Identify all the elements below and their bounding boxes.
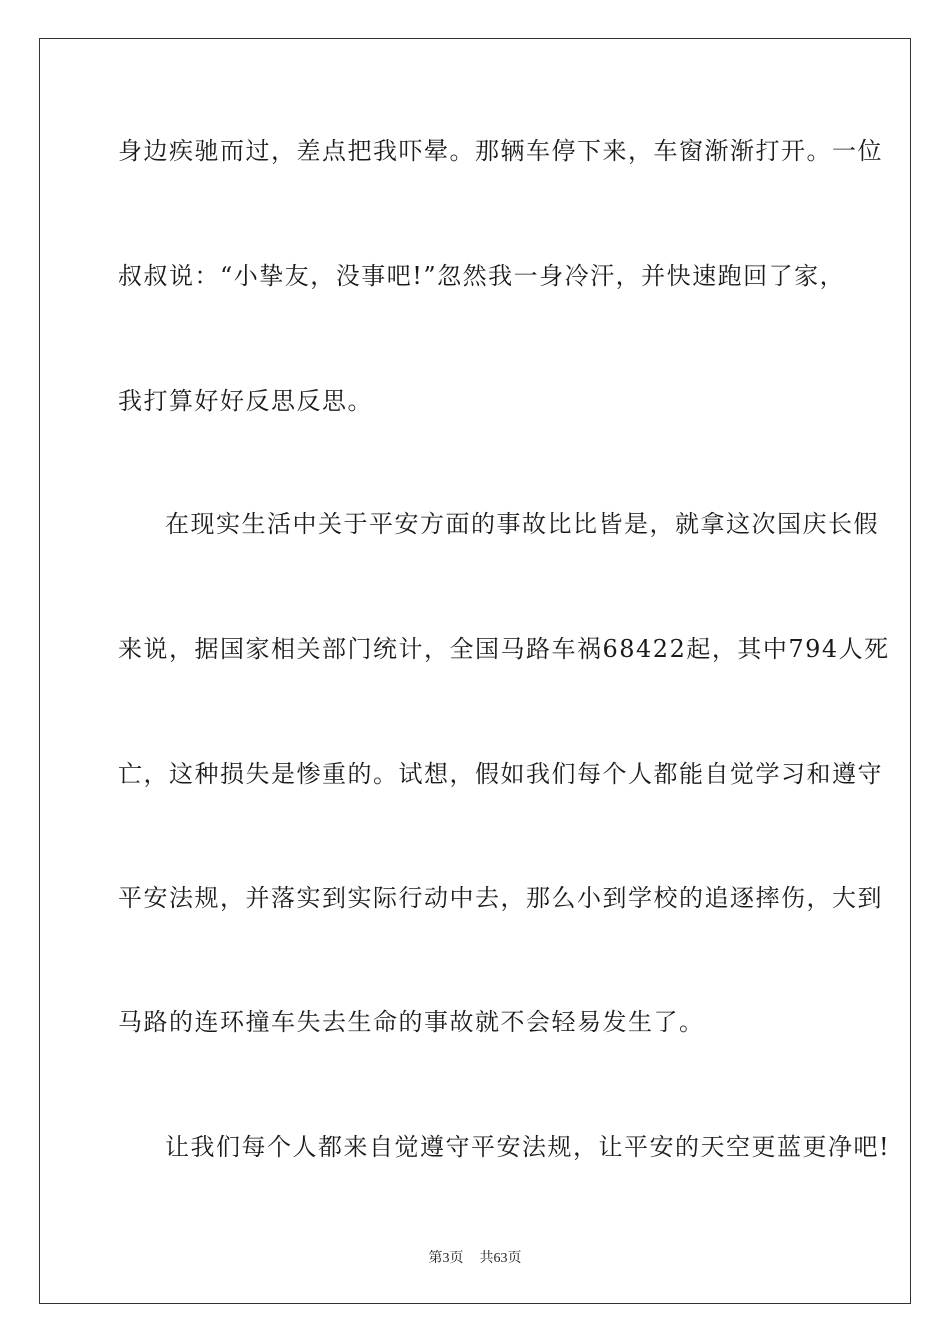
paragraph-start-line: 让我们每个人都来自觉遵守平安法规，让平安的天空更蓝更净吧! bbox=[165, 1133, 891, 1161]
body-text-line: 马路的连环撞车失去生命的事故就不会轻易发生了。 bbox=[118, 1008, 705, 1036]
body-text-line: 我打算好好反思反思。 bbox=[118, 387, 373, 415]
page-number-current: 第3页 bbox=[428, 1251, 464, 1266]
body-text-line: 叔叔说：“小挚友，没事吧!”忽然我一身冷汗，并快速跑回了家， bbox=[118, 262, 846, 290]
page-number-total: 共63页 bbox=[479, 1251, 522, 1266]
page-border bbox=[39, 38, 911, 1304]
body-text-line: 身边疾驰而过，差点把我吓晕。那辆车停下来，车窗渐渐打开。一位 bbox=[118, 137, 883, 165]
body-text-line: 来说，据国家相关部门统计，全国马路车祸68422起，其中794人死 bbox=[118, 635, 890, 663]
page-footer bbox=[0, 1250, 950, 1268]
body-text-line: 亡，这种损失是惨重的。试想，假如我们每个人都能自觉学习和遵守 bbox=[118, 760, 883, 788]
paragraph-start-line: 在现实生活中关于平安方面的事故比比皆是，就拿这次国庆长假 bbox=[165, 510, 879, 538]
body-text-line: 平安法规，并落实到实际行动中去，那么小到学校的追逐摔伤，大到 bbox=[118, 884, 883, 912]
